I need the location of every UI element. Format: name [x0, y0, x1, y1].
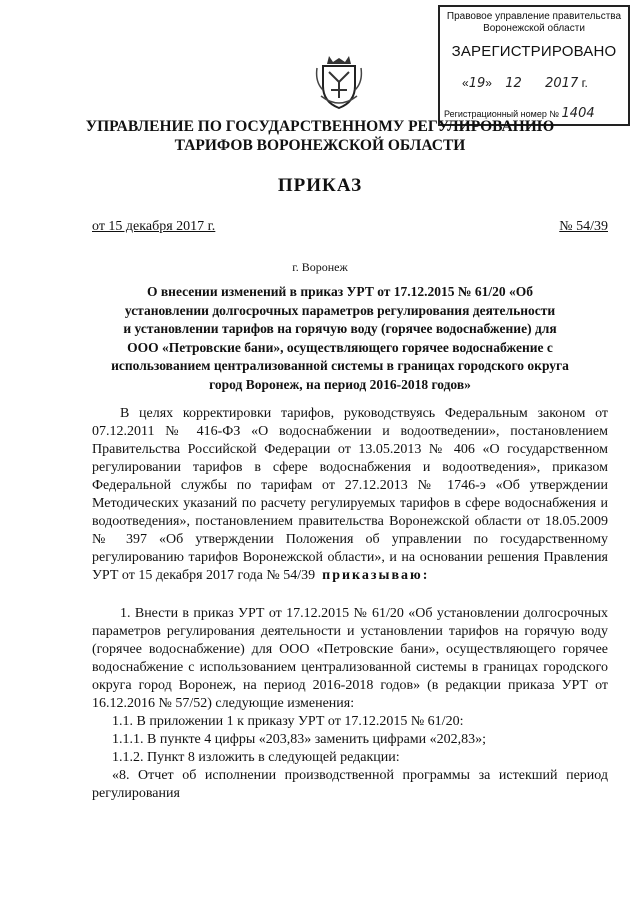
document-type: ПРИКАЗ — [277, 175, 363, 196]
subject-line: и установлении тарифов на горячую воду (горячее водоснабжение) для — [123, 321, 557, 337]
item-8: «8. Отчет об исполнении производственной программы за истекший период регулирования — [92, 768, 608, 801]
subject-line: город Воронеж, на период 2016-2018 годов» — [209, 376, 471, 392]
authority-name-line1: УПРАВЛЕНИЕ ПО ГОСУДАРСТВЕННОМУ РЕГУЛИРОВАНИЮ — [85, 118, 555, 135]
subject-line: О внесении изменений в приказ УРТ от 17.12.2015 № 61/20 «Об — [147, 284, 533, 299]
stamp-organization: Правовое управление правительства Воронежской области — [446, 11, 622, 34]
stamp-date-year: 2017 — [545, 76, 579, 91]
stamp-date: «19» 12 2017 г. — [462, 76, 588, 91]
order-subject — [60, 283, 620, 395]
stamp-status: ЗАРЕГИСТРИРОВАНО — [451, 43, 617, 60]
order-date: от 15 декабря 2017 г. — [92, 219, 216, 234]
registration-stamp — [438, 5, 630, 126]
item-1-1-2: 1.1.2. Пункт 8 изложить в следующей редакции: — [112, 750, 400, 765]
subject-line: ООО «Петровские бани», осуществляющего горячее водоснабжение с — [127, 339, 553, 355]
authority-name-line2: ТАРИФОВ ВОРОНЕЖСКОЙ ОБЛАСТИ — [174, 137, 466, 154]
order-number: № 54/39 — [559, 219, 608, 234]
coat-of-arms-icon — [315, 52, 363, 110]
stamp-reg-label: Регистрационный номер № — [444, 109, 560, 119]
item-1-1-1: 1.1.1. В пункте 4 цифры «203,83» заменить цифрами «202,83»; — [112, 732, 487, 747]
stamp-date-day: 19 — [468, 76, 486, 91]
preamble-paragraph — [92, 405, 608, 585]
order-body — [92, 405, 608, 803]
subject-line: использованием централизованной системы в границах городского округа — [111, 358, 569, 374]
stamp-reg-number: 1404 — [561, 106, 595, 121]
city: г. Воронеж — [292, 260, 348, 274]
item-1-1: 1.1. В приложении 1 к приказу УРТ от 17.12.2015 № 61/20: — [112, 714, 464, 729]
decree-word: приказываю: — [322, 568, 430, 583]
stamp-date-month: 12 — [505, 76, 522, 91]
item-1: 1. Внести в приказ УРТ от 17.12.2015 № 61/20 «Об установлении долгосрочных параметров регулирования деятельности и установлении тарифов на горячую воду (горячее водоснабжение) для ООО «Петровские бани», осуществляющего горячее водоснабжение с использованием централизованной системы в границах городского округа город Воронеж, на период 2016-2018 годов» (в редакции приказа УРТ от 16.12.2016 № 57/52) следующие изменения: — [92, 606, 608, 711]
preamble-text: В целях корректировки тарифов, руководствуясь Федеральным законом от 07.12.2011 № 416-ФЗ «О водоснабжении и водоотведении», постановлением Правительства Российской Федерации от 13.05.2013 № 406 «О государственном регулировании тарифов в сфере водоснабжения и водоотведения», приказом Федеральной службы по тарифам от 27.12.2013 № 1746-э «Об утверждении Методических указаний по расчету регулируемых тарифов в сфере водоснабжения и водоотведения», постановлением правительства Воронежской области от 18.05.2009 № 397 «Об утверждении Положения об управлении по государственному регулированию тарифов Воронежской области», и на основании решения Правления УРТ от 15 декабря 2017 года № 54/39 — [92, 406, 608, 583]
subject-line: установлении долгосрочных параметров регулирования деятельности — [124, 302, 556, 318]
